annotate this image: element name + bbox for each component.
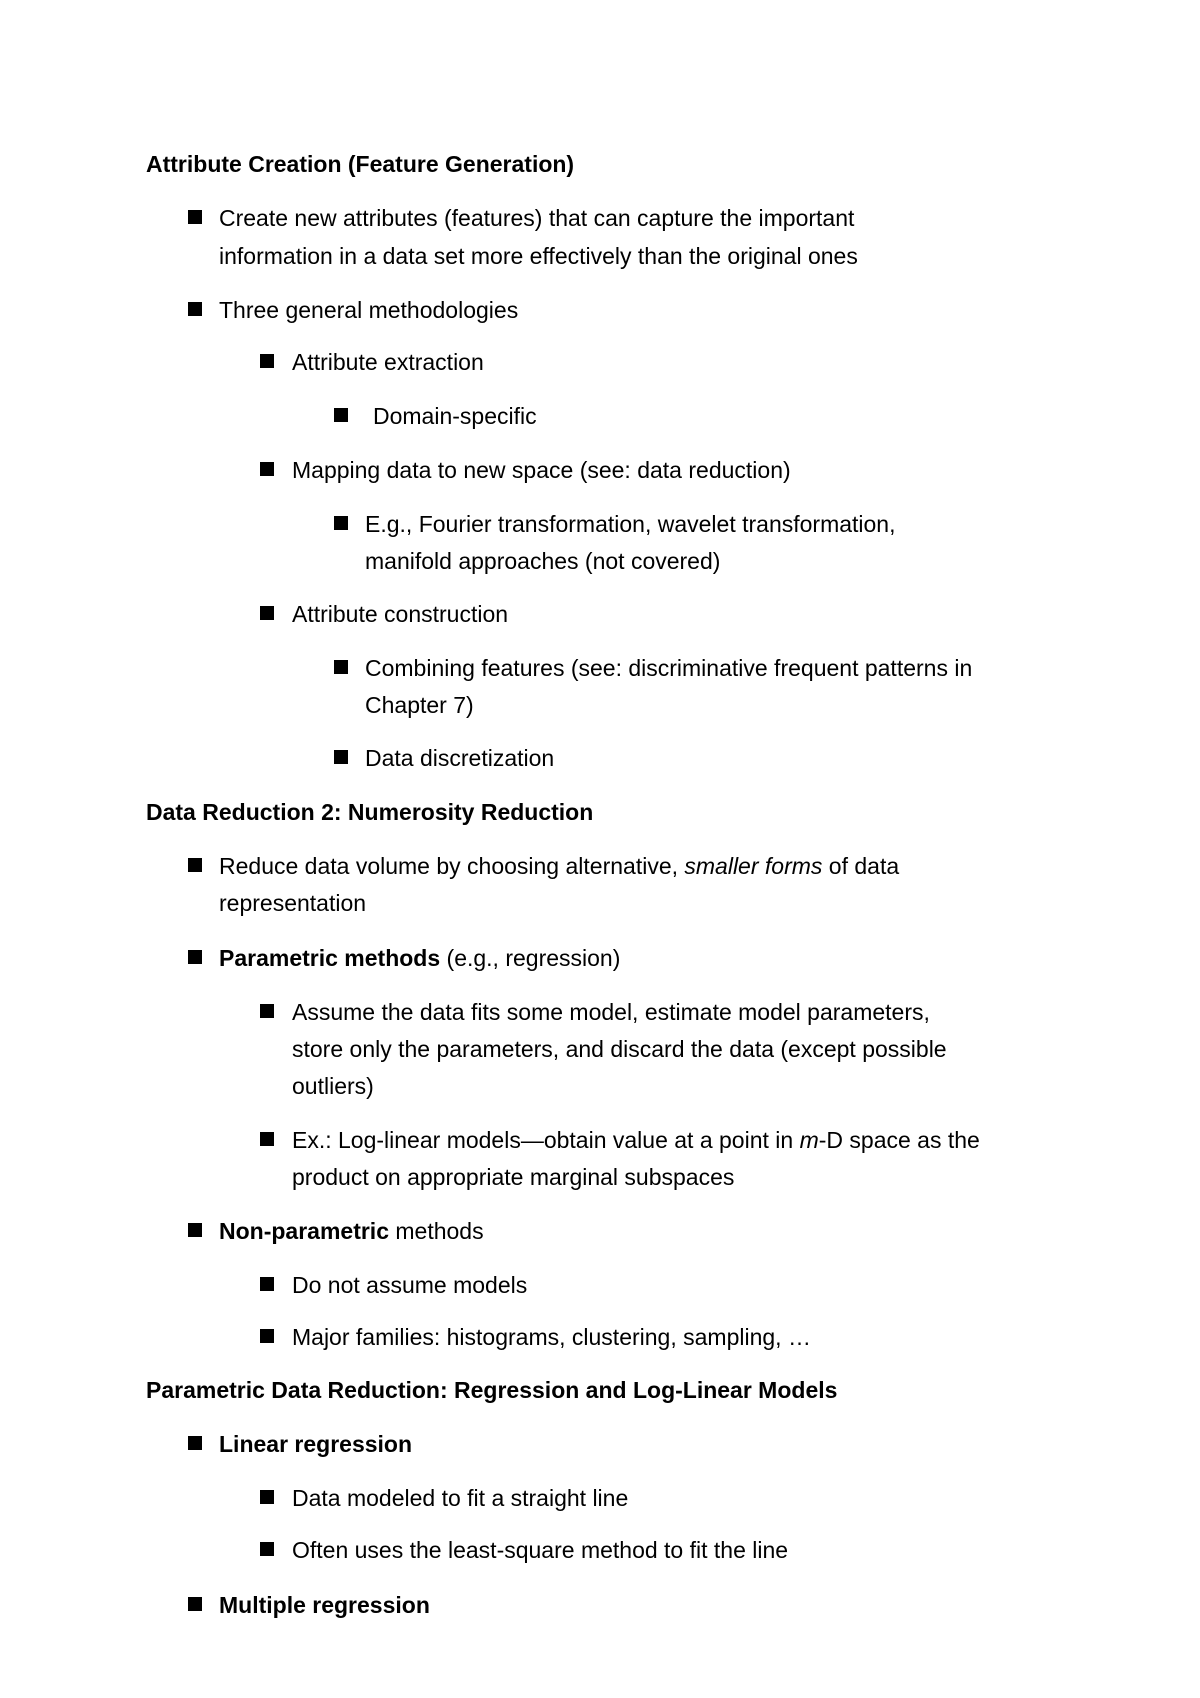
section-heading-numerosity-reduction: Data Reduction 2: Numerosity Reduction	[146, 799, 594, 825]
list-item-text	[219, 1213, 484, 1249]
section-heading-attribute-creation: Attribute Creation (Feature Generation)	[146, 151, 575, 177]
list-item-text: Data discretization	[365, 745, 555, 771]
list-item-text	[219, 848, 899, 884]
square-bullet-icon	[260, 1329, 274, 1343]
square-bullet-icon	[260, 1132, 274, 1146]
list-item-text: representation	[219, 890, 367, 916]
square-bullet-icon	[334, 516, 348, 530]
list-item-text: Attribute extraction	[292, 349, 484, 375]
list-item-text-part: methods	[388, 1218, 484, 1244]
bold-term: Parametric methods	[219, 945, 441, 971]
list-item-text: Data modeled to fit a straight line	[292, 1485, 629, 1511]
list-item-text: Chapter 7)	[365, 692, 474, 718]
square-bullet-icon	[188, 210, 202, 224]
list-item-text: Create new attributes (features) that can capture the important	[219, 205, 855, 231]
square-bullet-icon	[188, 1436, 202, 1450]
emphasis-text: m	[799, 1127, 819, 1153]
list-item-text: E.g., Fourier transformation, wavelet transformation,	[365, 511, 896, 537]
list-item-text: Mapping data to new space (see: data reduction)	[292, 457, 791, 483]
list-item-text: Major families: histograms, clustering, sampling, …	[292, 1324, 811, 1350]
square-bullet-icon	[260, 1277, 274, 1291]
square-bullet-icon	[260, 1490, 274, 1504]
list-item-text: manifold approaches (not covered)	[365, 548, 721, 574]
section-heading-parametric-reduction: Parametric Data Reduction: Regression and Log-Linear Models	[146, 1377, 838, 1403]
square-bullet-icon	[260, 1004, 274, 1018]
list-item-text: outliers)	[292, 1073, 374, 1099]
square-bullet-icon	[188, 858, 202, 872]
list-item-text	[219, 940, 620, 976]
list-item-text: product on appropriate marginal subspaces	[292, 1164, 735, 1190]
list-item-text: Assume the data fits some model, estimate model parameters,	[292, 999, 930, 1025]
list-item-text: Linear regression	[219, 1431, 413, 1457]
square-bullet-icon	[188, 1223, 202, 1237]
list-item-text: Multiple regression	[219, 1592, 430, 1618]
list-item-text: Domain-specific	[373, 403, 537, 429]
square-bullet-icon	[334, 660, 348, 674]
square-bullet-icon	[260, 354, 274, 368]
list-item-text: store only the parameters, and discard the data (except possible	[292, 1036, 947, 1062]
list-item-text: Do not assume models	[292, 1272, 528, 1298]
square-bullet-icon	[188, 302, 202, 316]
square-bullet-icon	[188, 950, 202, 964]
list-item-text-part: Ex.: Log-linear models—obtain value at a point in	[292, 1127, 800, 1153]
list-item-text: Combining features (see: discriminative frequent patterns in	[365, 655, 973, 681]
square-bullet-icon	[334, 408, 348, 422]
square-bullet-icon	[260, 1542, 274, 1556]
list-item-text-part: of data	[822, 853, 900, 879]
list-item-text: information in a data set more effectively than the original ones	[219, 243, 858, 269]
emphasis-text: smaller forms	[684, 853, 823, 879]
list-item-text: Attribute construction	[292, 601, 509, 627]
list-item-text-part: -D space as the	[818, 1127, 980, 1153]
list-item-text-part: Reduce data volume by choosing alternative,	[219, 853, 685, 879]
list-item-text	[292, 1122, 980, 1158]
list-item-text: Often uses the least-square method to fit the line	[292, 1537, 789, 1563]
list-item-text: Three general methodologies	[219, 297, 519, 323]
square-bullet-icon	[188, 1597, 202, 1611]
bold-term: Non-parametric	[219, 1218, 389, 1244]
square-bullet-icon	[260, 462, 274, 476]
list-item-text-part: (e.g., regression)	[440, 945, 621, 971]
square-bullet-icon	[334, 750, 348, 764]
square-bullet-icon	[260, 606, 274, 620]
